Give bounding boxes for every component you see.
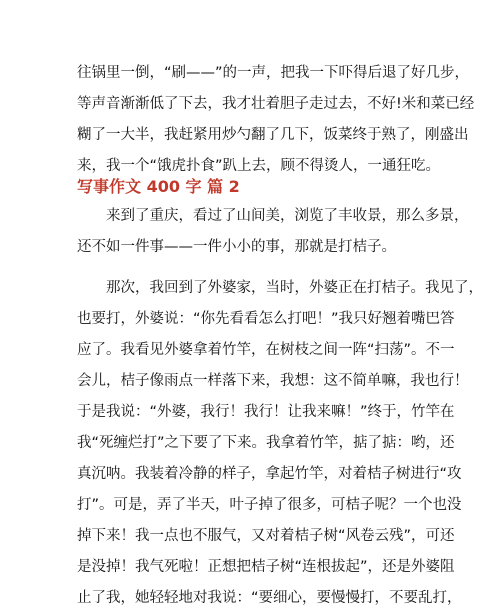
text-line: 还不如一件事——一件小小的事，那就是打桔子。	[77, 239, 396, 255]
text-line: 糊了一大半，我赶紧用炒勺翻了几下，饭菜终于熟了，刚盛出	[77, 127, 469, 143]
text-line: 于是我说：“外婆，我行！我行！让我来嘛！”终于，竹竿在	[77, 404, 455, 420]
text-line: 那次，我回到了外婆家，当时，外婆正在打桔子。我见了，	[77, 280, 483, 296]
text-line: 来，我一个“饿虎扑食”趴上去，顾不得烫人，一通狂吃。	[77, 158, 441, 174]
text-line: 也要打，外婆说：“你先看看怎么打吧！”我只好翘着嘴巴答	[77, 311, 455, 327]
continuation-paragraph	[77, 58, 475, 182]
text-line: 往锅里一倒，“刷——”的一声，把我一下吓得后退了好几步，	[77, 65, 470, 81]
text-line: 来到了重庆，看过了山间美，浏览了丰收景，那么多景，	[77, 208, 469, 224]
text-line: 等声音渐渐低了下去，我才壮着胆子走过去，不好!米和菜已经	[77, 96, 475, 112]
text-line: 是没掉！我气死啦！正想把桔子树“连根拔起”，还是外婆阻	[77, 559, 455, 575]
text-line: 会儿，桔子像雨点一样落下来，我想：这不简单嘛，我也行！	[77, 373, 469, 389]
text-line: 打”。可是，弄了半天，叶子掉了很多，可桔子呢？一个也没	[77, 497, 462, 513]
text-line: 真沉呐。我装着冷静的样子，拿起竹竿，对着桔子树进行“攻	[77, 466, 462, 482]
section-heading: 写事作文 400 字 篇 2	[77, 177, 240, 196]
text-line: 我“死缠烂打”之下要了下来。我拿着竹竿，掂了掂：哟，还	[77, 435, 455, 451]
text-line: 止了我，她轻轻地对我说：“要细心，要慢慢打，不要乱打，	[77, 590, 462, 606]
body-paragraph	[77, 273, 483, 614]
text-line: 掉下来！我一点也不服气，又对着桔子树“风卷云残”，可还	[77, 528, 455, 544]
text-line: 应了。我看见外婆拿着竹竿，在树枝之间一阵“扫荡”。不一	[77, 342, 455, 358]
body-paragraph	[77, 201, 469, 263]
